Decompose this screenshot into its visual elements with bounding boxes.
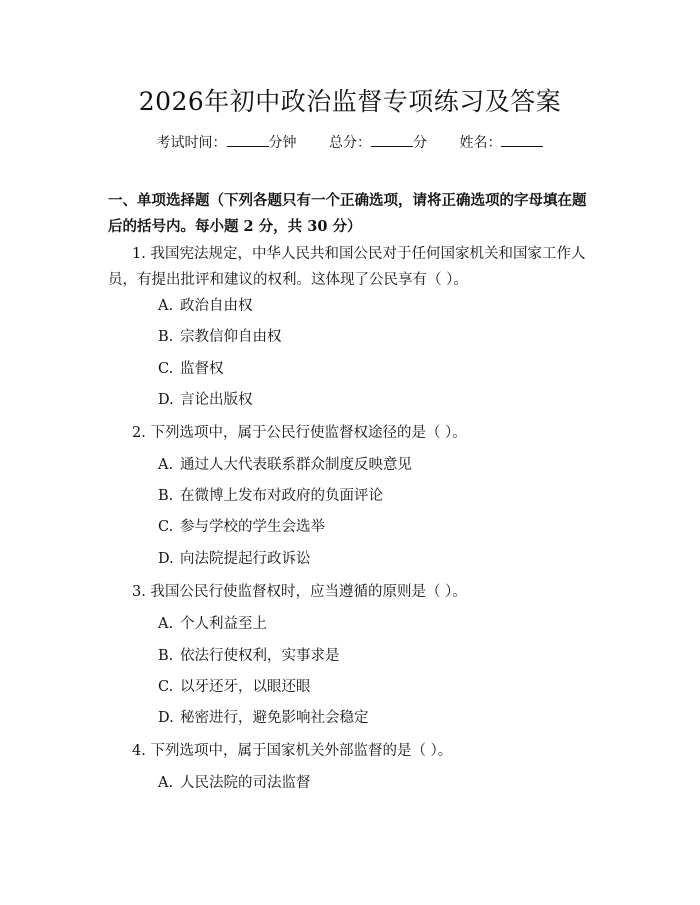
option-text: 个人利益至上	[180, 616, 267, 632]
question-2	[108, 420, 598, 446]
question-2-option-c	[158, 517, 325, 537]
question-number: 2.	[132, 425, 146, 441]
option-text: 监督权	[180, 361, 224, 377]
option-text: 政治自由权	[180, 298, 253, 314]
question-text: 下列选项中，属于国家机关外部监督的是（ ）。	[150, 743, 453, 759]
option-letter: A.	[158, 775, 174, 791]
option-text: 言论出版权	[180, 392, 253, 408]
option-letter: A.	[158, 298, 174, 314]
question-4	[108, 738, 598, 764]
option-letter: D.	[158, 710, 174, 726]
question-1-option-c	[158, 359, 224, 379]
question-2-option-a	[158, 455, 412, 475]
exam-time-blank	[227, 134, 269, 147]
question-1-option-a	[158, 296, 253, 316]
question-number: 1.	[132, 246, 146, 262]
option-letter: C.	[158, 361, 174, 377]
option-letter: C.	[158, 519, 174, 535]
exam-time-label: 考试时间：	[156, 135, 227, 151]
option-letter: B.	[158, 488, 174, 504]
exam-time-field	[157, 132, 297, 152]
question-text: 我国宪法规定，中华人民共和国公民对于任何国家机关和国家工作人员，有提出批评和建议的权利。这体现了公民享有（ ）。	[108, 246, 586, 288]
option-letter: A.	[158, 457, 174, 473]
option-text: 通过人大代表联系群众制度反映意见	[180, 457, 412, 473]
total-score-unit: 分	[413, 135, 427, 151]
document-title: 2026年初中政治监督专项练习及答案	[138, 87, 562, 116]
question-number: 3.	[132, 584, 146, 600]
option-text: 宗教信仰自由权	[180, 329, 282, 345]
option-letter: B.	[158, 648, 174, 664]
option-letter: A.	[158, 616, 174, 632]
question-1-option-b	[158, 327, 282, 347]
section-heading: 一、单项选择题（下列各题只有一个正确选项，请将正确选项的字母填在题后的括号内。每小题 2 分，共 30 分）	[108, 192, 587, 235]
student-name-field	[459, 132, 543, 152]
option-letter: B.	[158, 329, 174, 345]
question-3-option-c	[158, 677, 311, 697]
question-text: 下列选项中，属于公民行使监督权途径的是（ ）。	[150, 425, 467, 441]
option-text: 依法行使权利，实事求是	[180, 648, 340, 664]
option-text: 向法院提起行政诉讼	[180, 551, 311, 567]
option-text: 秘密进行，避免影响社会稳定	[180, 710, 369, 726]
exam-time-unit: 分钟	[268, 135, 297, 151]
question-3	[108, 579, 598, 605]
option-text: 参与学校的学生会选举	[180, 519, 325, 535]
total-score-label: 总分：	[329, 135, 371, 151]
question-3-option-d	[158, 708, 369, 728]
total-score-blank	[371, 134, 413, 147]
question-3-option-a	[158, 614, 267, 634]
option-letter: D.	[158, 392, 174, 408]
exam-meta-line	[0, 132, 700, 152]
option-text: 在微博上发布对政府的负面评论	[180, 488, 383, 504]
question-2-option-b	[158, 486, 383, 506]
question-2-option-d	[158, 549, 311, 569]
total-score-field	[329, 132, 427, 152]
question-3-option-b	[158, 646, 340, 666]
question-1	[108, 241, 598, 293]
student-name-blank	[501, 134, 543, 147]
option-letter: D.	[158, 551, 174, 567]
question-4-option-a	[158, 773, 311, 793]
option-text: 以牙还牙，以眼还眼	[180, 679, 311, 695]
question-text: 我国公民行使监督权时，应当遵循的原则是（ ）。	[150, 584, 467, 600]
question-1-option-d	[158, 390, 253, 410]
question-number: 4.	[132, 743, 146, 759]
option-letter: C.	[158, 679, 174, 695]
option-text: 人民法院的司法监督	[180, 775, 311, 791]
student-name-label: 姓名：	[459, 135, 502, 151]
